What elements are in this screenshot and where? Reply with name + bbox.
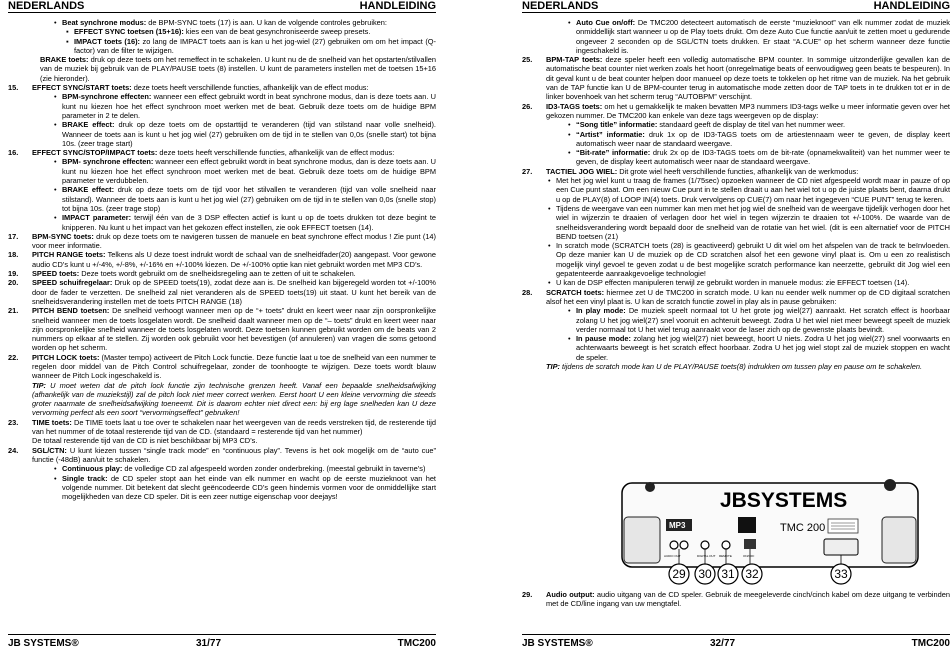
display-window xyxy=(738,517,756,533)
impact-subitem: ▪ IMPACT toets (16): zo lang de IMPACT toets aan is kan u het jog-wiel (27) gebruiken om om het impact (Q-factor) van de filter te wijzigen. xyxy=(74,37,436,56)
callout-label: 30 xyxy=(698,567,712,581)
page-footer xyxy=(522,634,950,649)
item-18: 18. PITCH RANGE toets: Telkens als U deze toest indrukt wordt de schaal van de snelheidfader(20) aangepast. Voor gewone audio CD’s kunt u +/-4%, +/-8%, +/-16% en +/-100% kiezen. De +/-100% optie kan niet gebruikt worden met MP3 CD’s. xyxy=(8,250,436,269)
callout-label: 33 xyxy=(834,567,848,581)
footer-brand: JB SYSTEMS® xyxy=(8,638,79,649)
page-footer xyxy=(8,634,436,649)
item-23-note: De totaal resterende tijd van de CD is niet beschikbaar bij MP3 CD’s. xyxy=(32,436,258,446)
list-item: • “Bit-rate” informatie: druk 2x op de ID3-TAGS toets om de bit-rate (opnamekwaliteit) van het nummer weer te geven, de display keert automatisch weer naar de standaard weergave. xyxy=(576,148,950,167)
footer-page-number: 32/77 xyxy=(710,638,736,649)
list-item: • BPM-synchrone effecten: wanneer een effect gebruikt wordt in beat synchrone modus, dan is deze toets aan. U kunt nu kiezen hoe het effect synchroon moet werken met de beat. Gebruik deze toets om de huidige BPM parameter in 2 te delen. xyxy=(62,92,436,120)
page-32 xyxy=(522,0,950,654)
list-item: • Single track: de CD speler stopt aan het einde van elk nummer en wacht op de eerste muzieknoot van het volgende nummer. Dit betekent dat slecht geëncodeerde CD’s geen hindernis vormen voor de onmiddellijke start mogelijkheden van deze CD speler. Dit is een zeer nuttige eigenschap voor deejays! xyxy=(62,474,436,502)
page-body xyxy=(8,18,436,501)
list-item: • Met het jog wiel kunt u traag de frames (1/75sec) opzoeken wanneer de CD niet afgespeeld wordt maar in pauze of op een Cue punt staat. Om een nieuw Cue punt in te stellen draait u aan het wiel tot u op de juiste plaats bent, daarna drukt u op de PLAY(8) of LOOP IN(4) toets. Druk vervolgens op CUE(7) om naar het ingegeven “CUE PUNT” terug te keren. xyxy=(556,176,950,204)
list-item: • BRAKE effect: druk op deze toets om de tijd voor het stilvallen te veranderen (tijd van volle snelheid naar stilstand). Wanneer de toets aan is kunt u het jog wiel (27) gebruiken om de tijd in te stellen van 0,0s (snelle stop) tot bijna 10s. (zeer trage stop) xyxy=(62,185,436,213)
item-22: 22. PITCH LOCK toets: (Master tempo) activeert de Pitch Lock functie. Deze functie laat u toe de snelheid van een nummer te regelen door middel van de Pitch Control schuifregelaar, zonder de toonhoogte te wijzigen. Deze toets wordt blauw wanneer de Pitch Lock ingeschakeld is. xyxy=(8,352,436,381)
item-19: 19. SPEED toets: Deze toets wordt gebruikt om de snelheidsregeling aan te zetten of uit te schakelen. xyxy=(8,269,356,279)
device-rear-panel-illustration xyxy=(620,477,920,585)
item-29: 29. Audio output: audio uitgang van de CD speler. Gebruik de meegeleverde cinch/cinch kabel om deze uitgang te verbinden met de CD/line ingang van uw mengtafel. xyxy=(522,590,950,609)
item-17: 17. BPM-SYNC toets: druk op deze toets om te navigeren tussen de manuele en beat synchrone effect modus ! Zie punt (14) voor meer informatie. xyxy=(8,231,437,251)
item-28: 28. SCRATCH toets: hiermee zet U de TMC200 in scratch mode. U kan nu eender welk nummer op de CD digitaal scratchen alsof het een vinyl plaat is. U kan de scratch functie zowel in play als in pause gebruiken: xyxy=(522,287,950,306)
footer-brand: JB SYSTEMS® xyxy=(522,638,593,649)
autocue-list xyxy=(522,18,950,55)
item-29-block xyxy=(522,590,950,609)
callout-label: 31 xyxy=(721,567,735,581)
footer-page-number: 31/77 xyxy=(196,638,222,649)
item-16-list xyxy=(8,157,436,231)
mp3-label: MP3 xyxy=(669,521,686,530)
item-25: 25. BPM-TAP toets: deze speler heeft een volledig automatische BPM counter. In sommige uitzonderlijke gevallen kan de automatische beat counter niet werken zoals het hoort (onregelmatige beats of eenvoudigweg geen beats te bespeuren). In dit geval kunt u de beat counter helpen door manueel op deze toets te tokkelen op het ritme van de muziek. Na het gebruik van de TAP functie kan U de BPM-counter terug in automatische mode zetten door de TAP toets in te drukken tot er in de linker bovenhoek van het scherm terug “AUTOBPM” verschijnt. xyxy=(522,55,950,102)
item-16: 16. EFFECT SYNC/STOP/IMPACT toets: deze toets heeft verschillende functies, afhankelijk van de effect modus: xyxy=(8,148,395,158)
item-27-list xyxy=(522,176,950,288)
port-label: DIGITAL OUT xyxy=(697,554,716,558)
list-item: • “Song title” informatie: standaard geeft de display de titel van het nummer weer. xyxy=(576,120,950,129)
header-title: HANDLEIDING xyxy=(873,0,950,12)
item-21: 21. PITCH BEND toetsen: De snelheid verhoogt wanneer men op de “+ toets” drukt en keert weer naar zijn oorspronkelijke snelheid wanneer men de toets losgelaten wordt. De snelheid daalt wanneer men op de “– toets” drukt en keert weer naar zijn oorspronkelijke snelheid wanneer de toets losgelaten wordt. Deze toetsen kunnen gebruikt worden om de beats van 2 nummers op elkaar af te stellen. Zij worden ook gebruikt voor het bevestigen (of annuleren) van vragen die soms getoond worden op het scherm. xyxy=(8,306,436,353)
rca-output-left-icon xyxy=(670,541,678,549)
brake-paragraph: BRAKE toets: druk op deze toets om het remeffect in te schakelen. U kunt nu de de snelheid van het opstarten/stilvallen van de muziek bij gebruik van de PLAY/PAUSE toets (8) instellen. U kunt de parameters instellen met de toetsen 15+16 (zie hieronder). xyxy=(40,55,436,83)
rca-output-right-icon xyxy=(680,541,688,549)
item-15: 15. EFFECT SYNC/START toets: deze toets heeft verschillende functies, afhankelijk van de effect modus: xyxy=(8,83,369,93)
footer-model: TMC200 xyxy=(911,638,950,649)
list-item: • In pause mode: zolang het jog wiel(27) niet beweegt, hoort U niets. Zodra U het jog wiel(27) snel voorwaarts en achterwaarts beweegt is het scratch effect hoorbaar. Zodra U het jog wiel stopt zal de muziek stoppen en wacht de speler. xyxy=(576,334,950,362)
page-body xyxy=(522,18,950,371)
list-item: • Continuous play: de volledige CD zal afgespeeld worden zonder onderbreking. (meestal gebruikt in taverne’s) xyxy=(62,464,436,473)
list-item: • Tijdens de weergave van een nummer kan men met het jog wiel de snelheid van de weergave tijdelijk verhogen door het wiel in wijzerzin te draaien of verlagen door het wiel in tegen wijzerzin te draaien tot +/-100%. De waarde van de snelheidsverandering wordt bepaald door de snelheid van de rotatie van het wiel. (dit is een alternatief voor de PITCH BEND toetsen (21) xyxy=(556,204,950,241)
item-20: 20. SPEED schuifregelaar: Druk op de SPEED toets(19), zodat deze aan is. De snelheid kan bijgeregeld worden tot +/-100% door de fader te verzetten. De snelheid zal niet veranderen als de SPEED toets(19) uit staat. U kunt het bereik van de snelheidsverandering instellen met de toets PITCH RANGE (18) xyxy=(8,278,436,306)
effect-sync-subitem: ▪ EFFECT SYNC toetsen (15+16): kies een van de beat gesynchroniseerde sweep presets. xyxy=(74,27,436,36)
digital-output-icon xyxy=(701,541,709,549)
model-label: TMC 200 xyxy=(780,522,826,534)
list-item: • “Artist” informatie: druk 1x op de ID3-TAGS toets om de artiestennaam weer te geven, de display keert automatisch weer naar de standaard weergave. xyxy=(576,130,950,149)
callout-label: 29 xyxy=(672,567,686,581)
list-item: • U kan de DSP effecten manipuleren terwijl ze gebruikt worden in manuele modus: zie EFFECT toetsen (14). xyxy=(556,278,950,287)
knob-icon xyxy=(645,482,655,492)
port-label: REMOTE xyxy=(719,554,732,558)
device-side-right xyxy=(882,517,916,563)
device-brand-logo: JBSYSTEMS xyxy=(720,489,848,512)
beat-sync-list xyxy=(8,18,436,55)
power-inlet-icon xyxy=(824,539,858,555)
list-item: • BRAKE effect: druk op deze toets om de opstarttijd te veranderen (tijd van stilstand naar volle snelheid). Wanneer de toets aan is kunt u het jog wiel (27) gebruiken om de tijd in te stellen van 0,0s (snelle start) tot bijna 10s. (zeer trage start) xyxy=(62,120,436,148)
page-31 xyxy=(8,0,436,654)
item-24: 24. SGL/CTN: U kunt kiezen tussen “single track mode” en “continuous play”. Tevens is het ook mogelijk om de “auto cue” functie (-48dB) aan/uit te schakelen. xyxy=(8,445,436,464)
callout-label: 32 xyxy=(745,567,759,581)
beat-sync-item: • Beat synchrone modus: de BPM-SYNC toets (17) is aan. U kan de volgende controles gebruiken: ▪ EFFECT SYNC toetsen (15+16): kies een van de beat gesynchroniseerde sweep presets. ▪ IMPACT toets (16): zo lang de IMPACT toets aan is kan u het jog-wiel (27) gebruiken om om het impact (Q-factor) van de filter te wijzigen. xyxy=(62,18,436,55)
item-28-list xyxy=(522,306,950,362)
item-15-list xyxy=(8,92,436,148)
list-item: • IMPACT parameter: terwijl één van de 3 DSP effecten actief is kunt u op de toets drukken tot deze begint te knipperen. Nu kunt u het impact van het gekozen effect instellen, zie ook EFFECT toetsen (14). xyxy=(62,213,436,232)
item-24-list xyxy=(8,464,436,501)
knob-icon xyxy=(884,479,896,491)
remote-jack-icon xyxy=(722,541,730,549)
footer-model: TMC200 xyxy=(397,638,436,649)
list-item: • Auto Cue on/off: De TMC200 detecteert automatisch de eerste “muzieknoot” van elk nummer zodat de muziek onmiddellijk start wanneer u op de Play toets drukt. Om deze Auto Cue functie aan/uit te zetten moet u gedurende ongeveer 2 seconden op de SGL/CTN toets drukken. Er staat “A.CUE” op het scherm wanneer deze functie ingeschakeld is. xyxy=(576,18,950,55)
header-language: NEDERLANDS xyxy=(8,0,85,12)
tip-28: TIP: tijdens de scratch mode kan U de PLAY/PAUSE toets(8) indrukken om tussen play en pause om te schakelen. xyxy=(546,361,923,371)
item-26: 26. ID3-TAGS toets: om het u gemakkelijk te maken bevatten MP3 nummers ID3-tags welke u meer informatie geven over het gekozen nummer. De TMC200 kan enkele van deze tags weergeven op de display: xyxy=(522,101,950,120)
item-27: 27. TACTIEL JOG WIEL: Dit grote wiel heeft verschillende functies, afhankelijk van de werkmodus: xyxy=(522,166,859,176)
page-header xyxy=(522,0,950,13)
port-label: AUDIO OUT xyxy=(664,554,681,558)
page-header xyxy=(8,0,436,13)
header-language: NEDERLANDS xyxy=(522,0,599,12)
header-title: HANDLEIDING xyxy=(359,0,436,12)
power-switch-icon xyxy=(744,539,756,549)
list-item: • In play mode: De muziek speelt normaal tot U het grote jog wiel(27) aanraakt. Het scratch effect is hoorbaar zolang U het jog wiel(27) snel vooruit en achteruit beweegt. Zodra U het wiel niet meer beweegt speelt de muziek verder normaal tot U het wiel terug aanraakt voor de laser zich op de gewenste plaats bevindt. xyxy=(576,306,950,334)
list-item: • In scratch mode (SCRATCH toets (28) is geactiveerd) gebruikt U dit wiel om het afspelen van de track te beïnvloeden. Op deze manier kan U de muziek op de CD scratchen alsof het een gewone vinyl plaat is. Om u een zo realistisch mogelijk vinyl gevoel te geven zodat u de best mogelijke scratch performance kan neerzette, gebruikt dit Jog wiel een gepatenteerde aanraakgevoelige technologie! xyxy=(556,241,950,278)
list-item: • BPM- synchrone effecten: wanneer een effect gebruikt wordt in beat synchrone modus, dan is deze toets aan. U kunt nu kiezen hoe het effect synchroon moet werken met de beat. Gebruik deze toets om de huidige BPM parameter te verdubbelen. xyxy=(62,157,436,185)
tip-22: TIP: U moet weten dat de pitch lock functie zijn technische grenzen heeft. Vanaf een bepaalde snelheidsafwijking (afhankelijk van de muziekstijl) zal de pitch lock niet meer correct werken. Eerst hoort U een kleine vervorming die steeds groter naarmate de snelheidsafwijking toeneemt. Dit is daarom echter niet direct een: bij erg lage snelheden kan U deze vervorming perfect als een soort “vervormingseffect” gebruiken! xyxy=(32,380,436,418)
item-26-list xyxy=(522,120,950,166)
port-label: ON/OFF xyxy=(743,554,755,558)
device-side-left xyxy=(624,517,660,563)
item-23: 23. TIME toets: De TIME toets laat u toe over te schakelen naar het weergeven van de reeds verstreken tijd, de resterende tijd van het nummer of de totaal resterende tijd van de CD. (standaard = resterende tijd van het nummer) xyxy=(8,417,437,437)
